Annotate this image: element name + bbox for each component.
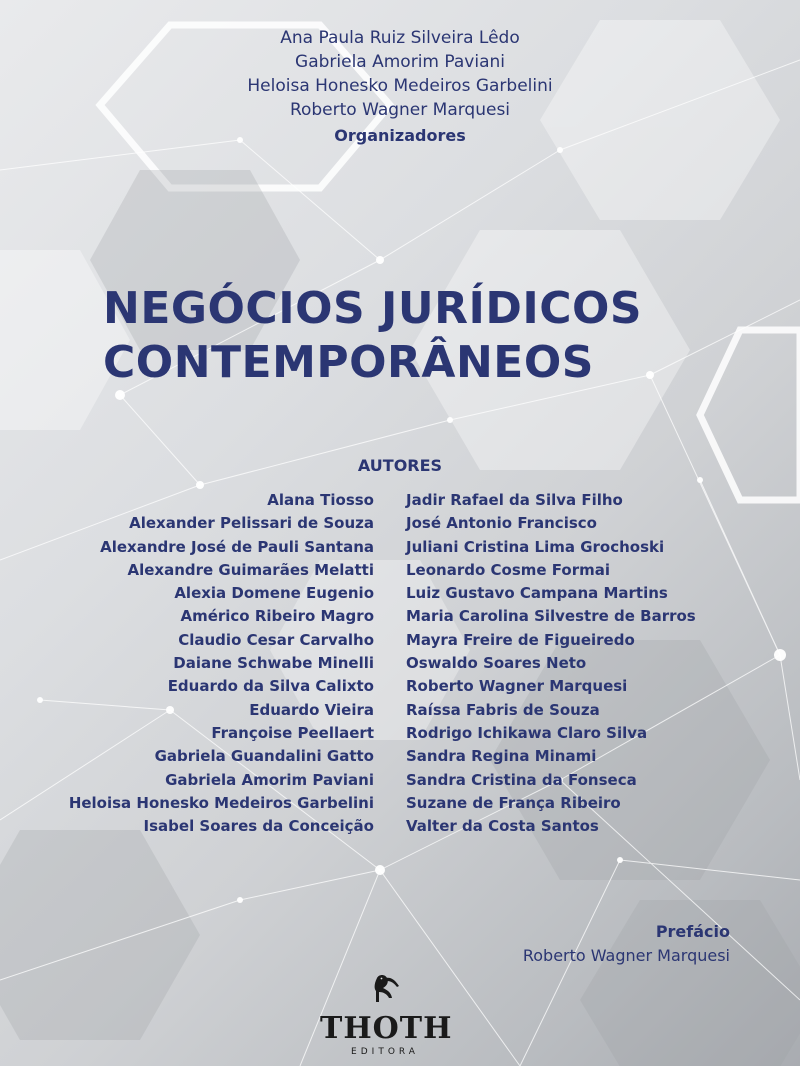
authors-left-column	[69, 489, 374, 838]
author-name: Alexandre Guimarães Melatti	[127, 560, 374, 579]
author-name: Heloisa Honesko Medeiros Garbelini	[68, 793, 374, 812]
organizer-name: Ana Paula Ruiz Silveira Lêdo	[280, 28, 520, 48]
author-name: Roberto Wagner Marquesi	[406, 677, 628, 696]
author-name: José Antonio Francisco	[406, 514, 597, 533]
author-name: Daiane Schwabe Minelli	[173, 654, 374, 673]
organizer-name: Heloisa Honesko Medeiros Garbelini	[247, 76, 553, 96]
author-name: Américo Ribeiro Magro	[180, 607, 374, 626]
author-name: Eduardo da Silva Calixto	[167, 677, 374, 696]
publisher-logo	[320, 972, 453, 1057]
author-name: Valter da Costa Santos	[406, 817, 599, 836]
ibis-bird-icon	[365, 972, 405, 1006]
author-name: Raíssa Fabris de Souza	[406, 700, 600, 719]
author-name: Rodrigo Ichikawa Claro Silva	[406, 723, 648, 742]
organizer-name: Gabriela Amorim Paviani	[295, 52, 505, 72]
author-name: Isabel Soares da Conceição	[143, 817, 374, 836]
author-name: Alexia Domene Eugenio	[174, 584, 374, 603]
author-name: Juliani Cristina Lima Grochoski	[406, 537, 665, 556]
organizers-block	[0, 26, 800, 150]
book-title	[103, 282, 642, 390]
author-name: Gabriela Amorim Paviani	[165, 770, 374, 789]
author-name: Luiz Gustavo Campana Martins	[406, 584, 668, 603]
author-name: Claudio Cesar Carvalho	[178, 630, 374, 649]
organizer-name: Roberto Wagner Marquesi	[289, 100, 511, 120]
authors-right-column	[406, 489, 696, 838]
publisher-subtitle: EDITORA	[351, 1047, 419, 1057]
author-name: Maria Carolina Silvestre de Barros	[406, 607, 696, 626]
preface-author: Roberto Wagner Marquesi	[522, 946, 730, 965]
book-title-line-2: CONTEMPORÂNEOS	[103, 337, 594, 388]
authors-heading: AUTORES	[357, 456, 443, 475]
author-name: Mayra Freire de Figueiredo	[406, 630, 635, 649]
author-name: Gabriela Guandalini Gatto	[154, 747, 374, 766]
author-name: Oswaldo Soares Neto	[406, 654, 587, 673]
author-name: Françoise Peellaert	[211, 723, 374, 742]
author-name: Eduardo Vieira	[249, 700, 374, 719]
book-title-line-1: NEGÓCIOS JURÍDICOS	[103, 283, 643, 334]
author-name: Alana Tiosso	[267, 491, 374, 509]
organizers-label: Organizadores	[334, 126, 466, 145]
author-name: Suzane de França Ribeiro	[406, 793, 621, 812]
author-name: Leonardo Cosme Formai	[406, 560, 611, 579]
publisher-name: THOTH	[320, 1011, 453, 1046]
author-name: Alexandre José de Pauli Santana	[100, 537, 374, 556]
author-name: Sandra Cristina da Fonseca	[406, 770, 637, 789]
preface-block	[523, 920, 730, 968]
author-name: Jadir Rafael da Silva Filho	[406, 491, 623, 509]
preface-label: Prefácio	[655, 922, 730, 941]
author-name: Alexander Pelissari de Souza	[129, 514, 374, 533]
author-name: Sandra Regina Minami	[406, 747, 597, 766]
